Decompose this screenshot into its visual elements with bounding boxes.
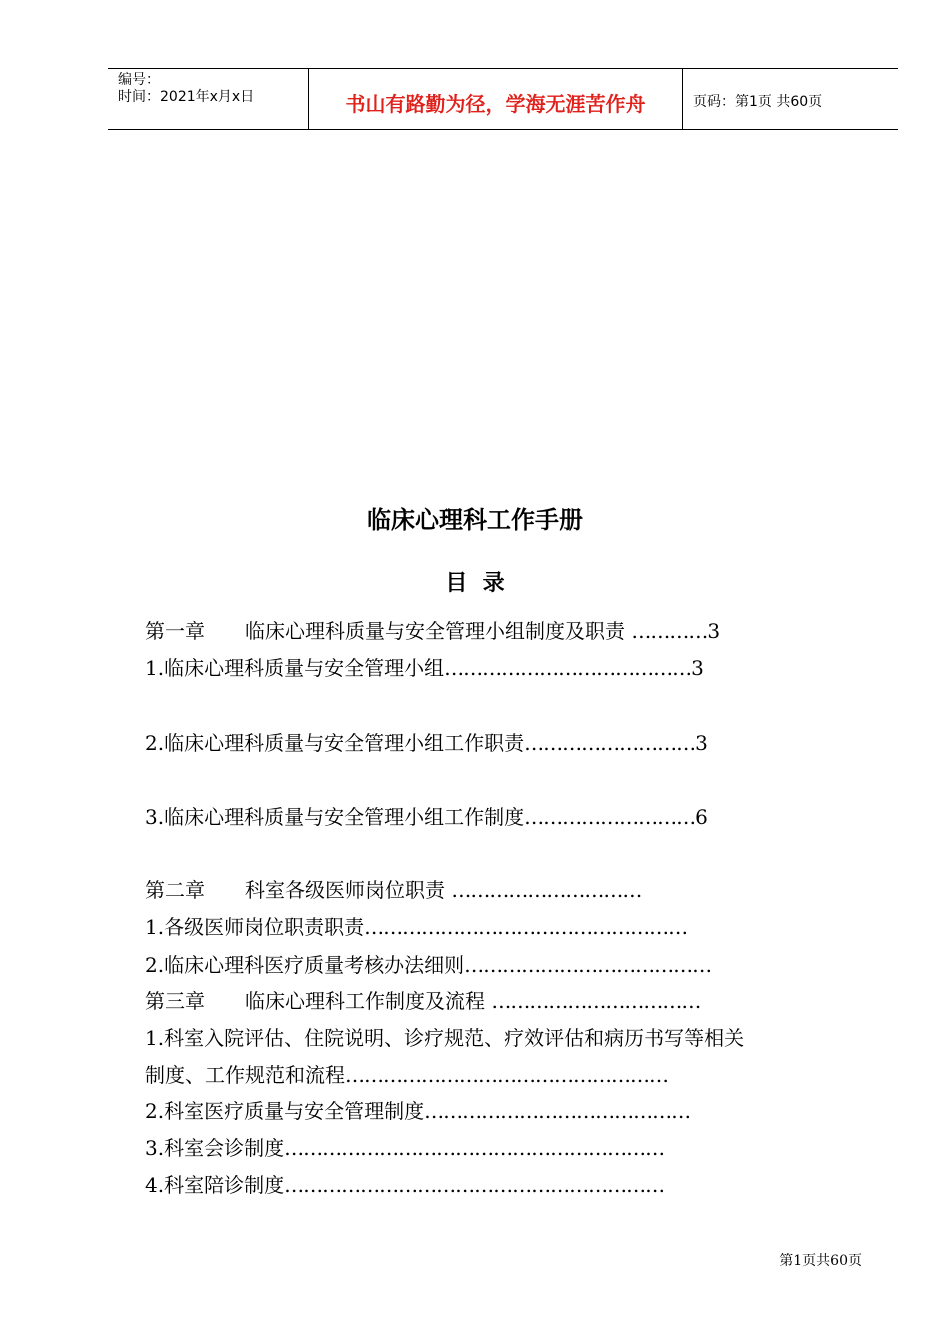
number-label: 编号： <box>118 72 160 88</box>
toc-heading: 目 录 <box>445 571 505 596</box>
toc-entry-text: 制度、工作规范和流程 <box>145 1063 345 1087</box>
toc-page-number: 3 <box>707 619 721 643</box>
toc-leader-dots: …………………………………………………… <box>284 1136 665 1160</box>
header-motto-cell <box>309 69 683 129</box>
toc-page-number: 3 <box>691 656 704 680</box>
toc-leader-dots: ……………………… <box>524 731 696 755</box>
toc-entry-text: 1.临床心理科质量与安全管理小组 <box>145 656 445 680</box>
toc-entry <box>145 876 641 904</box>
toc-entry <box>145 951 711 979</box>
toc-entry-text: 2.临床心理科质量与安全管理小组工作职责 <box>145 731 525 755</box>
toc-leader-dots: ……………………… <box>524 805 696 829</box>
header-page-cell <box>683 69 898 129</box>
toc-leader-dots: …………………………………………… <box>364 915 688 939</box>
page-footer: 第1页共60页 <box>779 1253 862 1269</box>
toc-page-number: 6 <box>695 805 708 829</box>
toc-entry-text: 3.科室会诊制度 <box>145 1136 285 1160</box>
toc-entry <box>145 913 687 941</box>
toc-entry <box>145 1024 744 1052</box>
toc-entry <box>145 803 708 831</box>
toc-page-number: 3 <box>695 731 708 755</box>
toc-entry <box>145 654 704 682</box>
toc-entry <box>145 1061 668 1089</box>
toc-entry-text: 2.科室医疗质量与安全管理制度 <box>145 1099 425 1123</box>
toc-entry <box>145 987 700 1015</box>
toc-entry-text: 第三章 临床心理科工作制度及流程 <box>145 989 492 1013</box>
toc-entry <box>145 1134 664 1162</box>
toc-leader-dots: ………………………………… <box>444 656 692 680</box>
header-page-info: 页码：第1页 共60页 <box>693 94 823 110</box>
toc-entry-text: 1.科室入院评估、住院说明、诊疗规范、疗效评估和病历书写等相关 <box>145 1026 745 1050</box>
motto-text: 书山有路勤为径，学海无涯苦作舟 <box>345 92 646 116</box>
toc-entry-text: 3.临床心理科质量与安全管理小组工作制度 <box>145 805 525 829</box>
header-meta-cell <box>108 69 309 129</box>
toc-entry <box>145 1171 664 1199</box>
toc-entry-text: 4.科室陪诊制度 <box>145 1173 285 1197</box>
toc-entry <box>145 729 708 757</box>
toc-entry-text: 第一章 临床心理科质量与安全管理小组制度及职责 <box>145 619 632 643</box>
toc-entry <box>145 1097 690 1125</box>
document-title: 临床心理科工作手册 <box>367 506 583 534</box>
toc-leader-dots: ………………………… <box>451 878 642 902</box>
toc-entry-text: 第二章 科室各级医师岗位职责 <box>145 878 452 902</box>
toc-leader-dots: ………………………………… <box>464 953 712 977</box>
toc-entry <box>145 617 720 645</box>
time-label: 时间：2021年x月x日 <box>118 89 255 105</box>
page-header <box>108 68 898 130</box>
toc-entry-text: 2.临床心理科医疗质量考核办法细则 <box>145 953 465 977</box>
toc-leader-dots: …………………………………… <box>424 1099 691 1123</box>
toc-leader-dots: ………… <box>631 619 708 643</box>
toc-leader-dots: …………………………… <box>491 989 701 1013</box>
toc-leader-dots: …………………………………………………… <box>284 1173 665 1197</box>
toc-entry-text: 1.各级医师岗位职责职责 <box>145 915 365 939</box>
toc-leader-dots: …………………………………………… <box>345 1063 668 1087</box>
